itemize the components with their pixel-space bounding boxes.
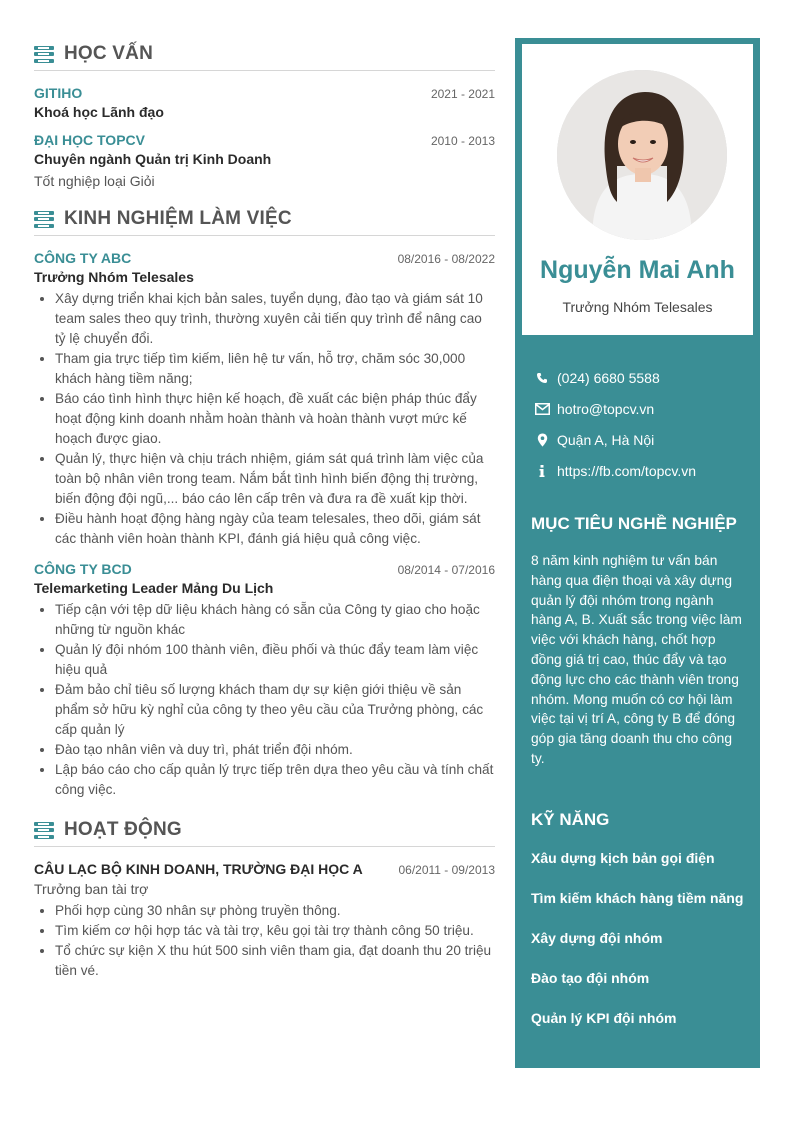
education-header — [34, 38, 495, 71]
email-address[interactable]: hotro@topcv.vn — [557, 400, 655, 417]
list-item: • Điều hành hoạt động hàng ngày của team telesales, theo dõi, giám sát các thành viên hoàn thành KPI, đánh giá hiệu quả công việc. — [55, 509, 495, 549]
activity-role: Trưởng ban tài trợ — [34, 881, 149, 897]
list-item: • Lập báo cáo cho cấp quản lý trực tiếp trên dựa theo yêu cầu và tính chất công việc. — [55, 760, 495, 800]
contact-email — [531, 393, 746, 424]
activities-section — [34, 814, 495, 981]
education-entry — [34, 85, 495, 120]
phone-icon — [531, 372, 553, 384]
list-item: • Báo cáo tình hình thực hiện kế hoạch, đề xuất các biện pháp thúc đẩy hoạt động kinh doanh nhằm hoàn thành và hoàn thành vượt mức kế hoạch được giao. — [55, 389, 495, 449]
date-range: 2021 - 2021 — [430, 87, 495, 101]
contact-website — [531, 455, 746, 486]
list-item: • Quản lý đội nhóm 100 thành viên, điều phối và thúc đẩy team làm việc hiệu quả — [55, 640, 495, 680]
school-name: ĐẠI HỌC TOPCV — [34, 132, 145, 148]
career-goal-text: 8 năm kinh nghiệm tư vấn bán hàng qua điện thoại và xây dựng quản lý đội nhóm trong ngành hàng A, B. Xuất sắc trong việc làm việc với khách hàng, chốt hợp đồng giá trị cao, thúc đẩy và tạo động lực cho các thành viên trong nhóm. Mong muốn có cơ hội làm việc tại vị trí A, công ty B để đóng góp gia tăng doanh thu cho công ty. — [531, 553, 742, 766]
skill-item: Quản lý KPI đội nhóm — [531, 1010, 677, 1026]
skill-item: Tìm kiếm khách hàng tiềm năng — [531, 890, 744, 906]
company-name: CÔNG TY ABC — [34, 250, 132, 266]
section-list-icon — [34, 211, 54, 228]
section-title: HỌC VẤN — [64, 43, 154, 64]
profile-sidebar — [515, 38, 760, 1068]
course-name: Khoá học Lãnh đạo — [34, 104, 164, 120]
phone-number: (024) 6680 5588 — [557, 369, 660, 386]
list-item: • Phối hợp cùng 30 nhân sự phòng truyền thông. — [55, 901, 495, 921]
list-item: • Tiếp cận với tệp dữ liệu khách hàng có sẵn của Công ty giao cho hoặc những từ nguồn khác — [55, 600, 495, 640]
list-item: • Tìm kiếm cơ hội hợp tác và tài trợ, kêu gọi tài trợ thành công 50 triệu. — [55, 921, 495, 941]
date-range: 06/2011 - 09/2013 — [398, 863, 495, 877]
contact-location — [531, 424, 746, 455]
avatar — [557, 70, 727, 240]
list-item: • Tham gia trực tiếp tìm kiếm, liên hệ tư vấn, hỗ trợ, chăm sóc 30,000 khách hàng tiềm năng; — [55, 349, 495, 389]
section-title: HOẠT ĐỘNG — [64, 819, 182, 840]
contact-phone — [531, 362, 746, 393]
graduation-note: Tốt nghiệp loại Giỏi — [34, 173, 155, 189]
email-icon — [531, 403, 553, 415]
job-entry — [34, 561, 495, 800]
job-title: Telemarketing Leader Mảng Du Lịch — [34, 580, 274, 596]
job-duties — [34, 289, 495, 549]
list-item: • Đào tạo nhân viên và duy trì, phát triển đội nhóm. — [55, 740, 495, 760]
activities-header — [34, 814, 495, 847]
skill-item: Xâu dựng kịch bản gọi điện — [531, 850, 715, 866]
portrait-photo — [557, 70, 727, 240]
location-text: Quận A, Hà Nội — [557, 431, 655, 448]
date-range: 2010 - 2013 — [430, 134, 495, 148]
list-item: • Quản lý, thực hiện và chịu trách nhiệm, giám sát quá trình làm việc của toàn bộ nhân viên trong team. Nắm bắt tình hình biến động thị trường, biến động đội ngũ,... báo cáo lên cấp trên và đưa ra đề xuất kịp thời. — [55, 449, 495, 509]
list-item: • Xây dựng triển khai kịch bản sales, tuyển dụng, đào tạo và giám sát 10 team sales theo quy trình, thường xuyên cải tiến quy trình để nâng cao tỷ lệ chuyển đổi. — [55, 289, 495, 349]
skills-title: KỸ NĂNG — [531, 810, 610, 829]
education-section — [34, 38, 495, 189]
contact-list — [531, 362, 746, 486]
info-icon — [531, 465, 553, 477]
job-entry — [34, 250, 495, 549]
profile-position: Trưởng Nhóm Telesales — [562, 299, 713, 315]
skill-item: Xây dựng đội nhóm — [531, 930, 663, 946]
section-title: KINH NGHIỆM LÀM VIỆC — [64, 208, 292, 229]
location-icon — [531, 433, 553, 447]
education-entry — [34, 132, 495, 189]
major-name: Chuyên ngành Quản trị Kinh Doanh — [34, 151, 272, 167]
experience-section — [34, 203, 495, 800]
section-list-icon — [34, 46, 54, 63]
main-column — [34, 38, 495, 995]
profile-card — [522, 44, 753, 335]
experience-header — [34, 203, 495, 236]
date-range: 08/2016 - 08/2022 — [397, 252, 495, 266]
list-item: • Tổ chức sự kiện X thu hút 500 sinh viên tham gia, đạt doanh thu 20 triệu tiền vé. — [55, 941, 495, 981]
date-range: 08/2014 - 07/2016 — [397, 563, 495, 577]
job-duties — [34, 600, 495, 800]
company-name: CÔNG TY BCD — [34, 561, 132, 577]
career-goal-title: MỤC TIÊU NGHỀ NGHIỆP — [531, 514, 737, 533]
activity-entry — [34, 861, 495, 981]
skills-list — [531, 850, 746, 1050]
school-name: GITIHO — [34, 85, 83, 101]
profile-name: Nguyễn Mai Anh — [540, 256, 735, 284]
job-title: Trưởng Nhóm Telesales — [34, 269, 194, 285]
website-link[interactable]: https://fb.com/topcv.vn — [557, 462, 697, 479]
club-name: CÂU LẠC BỘ KINH DOANH, TRƯỜNG ĐẠI HỌC A — [34, 861, 363, 877]
activity-duties — [34, 901, 495, 981]
section-list-icon — [34, 822, 54, 839]
skill-item: Đào tạo đội nhóm — [531, 970, 650, 986]
list-item: • Đảm bảo chỉ tiêu số lượng khách tham dự sự kiện giới thiệu về sản phẩm sở hữu kỳ nghỉ của công ty theo yêu cầu của Trưởng phòng, các cấp quản lý — [55, 680, 495, 740]
